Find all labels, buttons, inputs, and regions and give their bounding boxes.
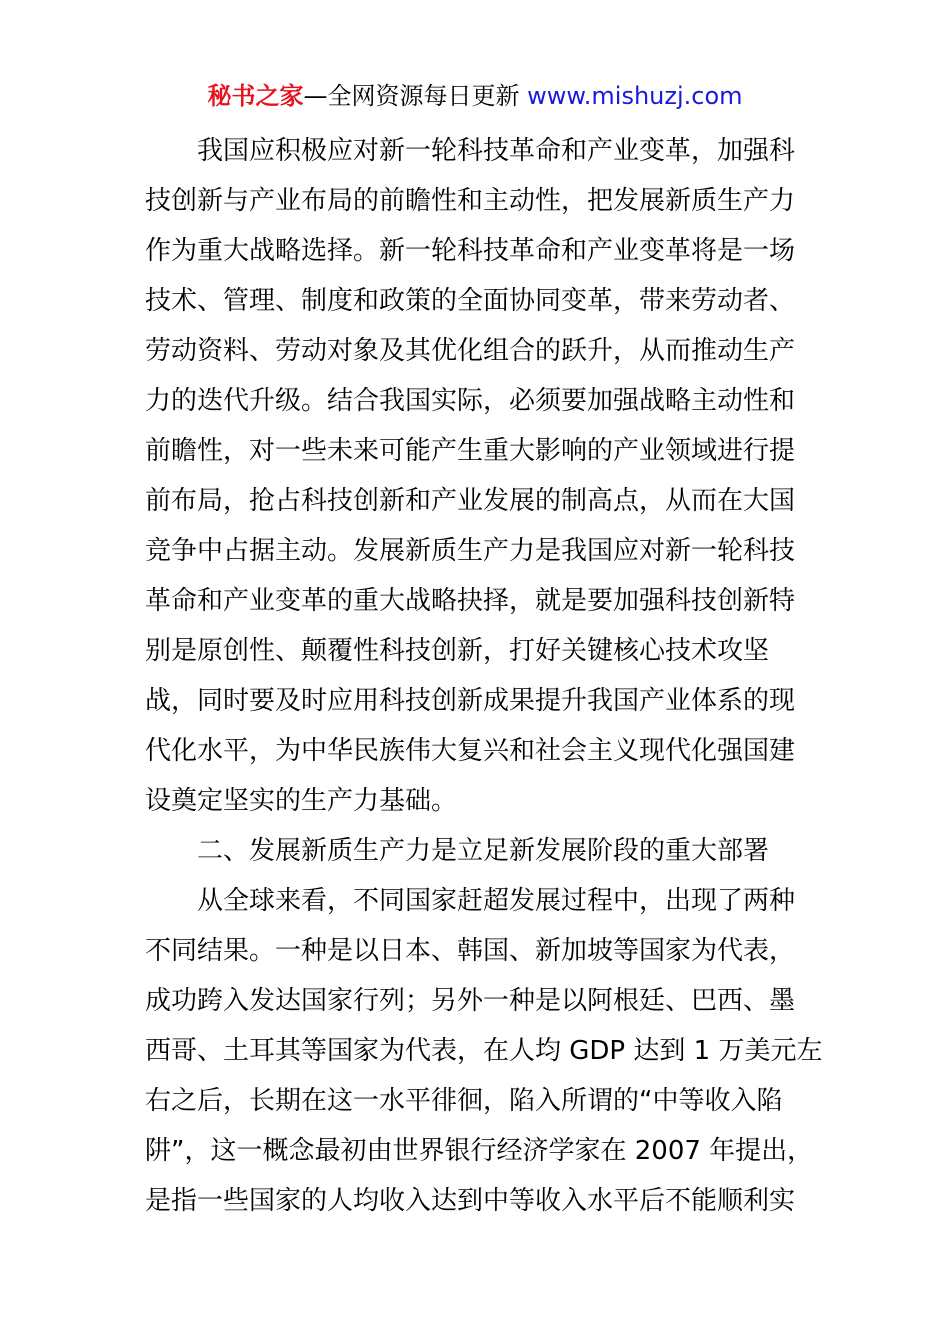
paragraph-line: 成功跨入发达国家行列；另外一种是以阿根廷、巴西、墨 bbox=[145, 986, 796, 1016]
paragraph-line: 不同结果。一种是以日本、韩国、新加坡等国家为代表， bbox=[145, 936, 796, 966]
paragraph-line: 革命和产业变革的重大战略抉择，就是要加强科技创新特 bbox=[145, 586, 796, 616]
paragraph-line: 从全球来看，不同国家赶超发展过程中，出现了两种 bbox=[197, 886, 796, 916]
page-header bbox=[0, 78, 950, 114]
paragraph-line: 战，同时要及时应用科技创新成果提升我国产业体系的现 bbox=[145, 686, 796, 716]
header-slogan: —全网资源每日更新 bbox=[303, 82, 528, 110]
paragraph-line: 作为重大战略选择。新一轮科技革命和产业变革将是一场 bbox=[145, 236, 796, 266]
paragraph-line: 我国应积极应对新一轮科技革命和产业变革，加强科 bbox=[197, 136, 796, 166]
paragraph-line: 设奠定坚实的生产力基础。 bbox=[145, 786, 458, 816]
paragraph-line: 技术、管理、制度和政策的全面协同变革，带来劳动者、 bbox=[145, 286, 796, 316]
paragraph-line: 右之后，长期在这一水平徘徊，陷入所谓的“中等收入陷 bbox=[145, 1086, 783, 1116]
paragraph-line: 阱”，这一概念最初由世界银行经济学家在 2007 年提出， bbox=[145, 1136, 814, 1166]
site-url[interactable]: www.mishuzj.com bbox=[527, 82, 743, 110]
paragraph-line: 技创新与产业布局的前瞻性和主动性，把发展新质生产力 bbox=[145, 186, 796, 216]
paragraph-line: 是指一些国家的人均收入达到中等收入水平后不能顺利实 bbox=[145, 1186, 796, 1216]
paragraph-line: 前布局，抢占科技创新和产业发展的制高点，从而在大国 bbox=[145, 486, 796, 516]
paragraph-line: 别是原创性、颠覆性科技创新，打好关键核心技术攻坚 bbox=[145, 636, 770, 666]
paragraph-line: 西哥、土耳其等国家为代表，在人均 GDP 达到 1 万美元左 bbox=[145, 1036, 823, 1066]
section-heading: 二、发展新质生产力是立足新发展阶段的重大部署 bbox=[197, 836, 770, 866]
paragraph-line: 劳动资料、劳动对象及其优化组合的跃升，从而推动生产 bbox=[145, 336, 796, 366]
paragraph-line: 力的迭代升级。结合我国实际，必须要加强战略主动性和 bbox=[145, 386, 796, 416]
document-body bbox=[145, 126, 825, 1226]
paragraph-line: 代化水平，为中华民族伟大复兴和社会主义现代化强国建 bbox=[145, 736, 796, 766]
paragraph-line: 前瞻性，对一些未来可能产生重大影响的产业领域进行提 bbox=[145, 436, 796, 466]
brand-name: 秘书之家 bbox=[207, 82, 304, 110]
paragraph-line: 竞争中占据主动。发展新质生产力是我国应对新一轮科技 bbox=[145, 536, 796, 566]
